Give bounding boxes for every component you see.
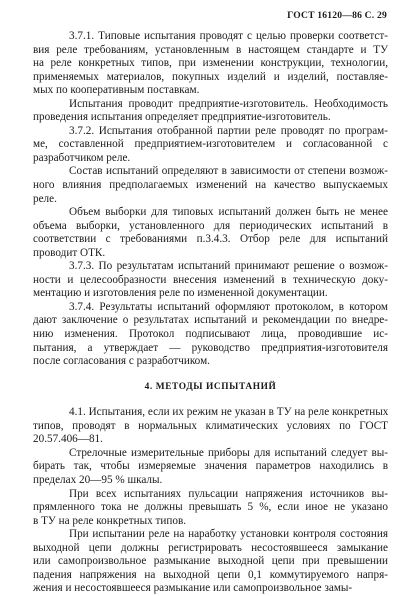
text-line: жения и несостоявшееся размыкание или самопроизвольное замы- [33, 582, 353, 595]
text-line: объема выборки, установленного для периодических испытаний в [33, 219, 388, 232]
text-line: разработчиком реле. [33, 151, 131, 164]
text-line: ного влияния предполагаемых изменений на качество выпускаемых [33, 179, 388, 192]
text-line: 3.7.3. По результатам испытаний принимают решение о возмож- [69, 260, 388, 273]
paragraph-p-sostav [33, 165, 388, 206]
text-line: пределах 20—95 % шкалы. [33, 473, 163, 486]
text-line: проводит ОТК. [33, 246, 106, 259]
page-header: ГОСТ 16120—86 С. 29 [287, 10, 387, 21]
text-line: соответствии с требованиями п.3.4.3. Отбор реле для испытаний [33, 233, 388, 246]
text-line: прямленного тока не должны превышать 5 %, если иное не указано [33, 501, 388, 514]
text-line: ности и целесообразности внесения изменений в техническую доку- [33, 273, 388, 286]
text-line: дают заключение о результатах испытаний и рекомендации по внедре- [33, 314, 388, 327]
text-line: 3.7.1. Типовые испытания проводят с целью проверки соответст- [69, 30, 388, 42]
text-line: нию изменения. Протокол подписывают лица, проводившие ис- [33, 328, 388, 341]
paragraph-p-pulsacii [33, 488, 388, 529]
paragraph-p-strelochnye [33, 447, 388, 488]
text-line: Стрелочные измерительные приборы для испытаний следует вы- [69, 446, 388, 459]
paragraph-p-3-7-1 [33, 30, 388, 98]
paragraph-p-3-7-4 [33, 301, 388, 369]
text-line: типов, проводят в нормальных климатических условиях по ГОСТ [33, 419, 388, 432]
paragraph-p-narabotka [33, 528, 388, 596]
text-line: реле. [33, 192, 57, 205]
text-line: проведения испытания определяет предприятие-изготовитель. [33, 111, 331, 124]
paragraph-p-ispytaniya-provodit [33, 98, 388, 125]
text-line: Объем выборки для типовых испытаний должен быть не менее [69, 206, 388, 219]
text-line: При всех испытаниях пульсации напряжения источников вы- [69, 487, 388, 500]
text-line: выходной цепи должны регистрировать несостоявшееся замыкание [33, 541, 388, 554]
text-line: падения напряжения на выходной цепи 0,1 коммутируемого напря- [33, 568, 388, 581]
text-line: бирать так, чтобы измеряемые значения параметров находились в [33, 460, 388, 473]
text-line: ментацию и изготовления реле по измененной документации. [33, 287, 328, 300]
text-line: При испытании реле на наработку установки контроля состояния [69, 528, 388, 541]
text-line: ме, составленной предприятием-изготовителем и согласованной с [33, 138, 388, 151]
document-body [33, 30, 388, 596]
section-3-7-text [33, 30, 388, 369]
text-line: Состав испытаний определяют в зависимости от степени возмож- [69, 165, 388, 178]
section-heading: 4. МЕТОДЫ ИСПЫТАНИЙ [144, 381, 277, 392]
text-line: в ТУ на реле конкретных типов. [33, 514, 187, 527]
text-line: 20.57.406—81. [33, 433, 103, 446]
section-4-text [33, 406, 388, 596]
paragraph-p-obem [33, 206, 388, 260]
text-line: после согласования с разработчиком. [33, 355, 210, 368]
text-line: Испытания проводит предприятие-изготовитель. Необходимость [69, 97, 388, 110]
text-line: или самопроизвольное размыкание выходной цепи при превышении [33, 555, 388, 568]
text-line: 4.1. Испытания, если их режим не указан в ТУ на реле конкретных [69, 406, 389, 419]
text-line: 3.7.2. Испытания отобранной партии реле проводят по програм- [69, 124, 388, 137]
text-line: пытания, а утверждает — руководство предприятия-изготовителя [33, 341, 388, 354]
text-line: 3.7.4. Результаты испытаний оформляют протоколом, в котором [69, 300, 388, 313]
text-line: применяемых материалов, покупных изделий и изделий, поставляе- [33, 70, 388, 83]
paragraph-p-3-7-2 [33, 125, 388, 166]
paragraph-p-4-1 [33, 406, 388, 447]
text-line: на реле конкретных типов, при изменении конструкции, технологии, [33, 57, 388, 70]
text-line: вия реле требованиям, установленным в настоящем стандарте и ТУ [33, 43, 388, 56]
paragraph-p-3-7-3 [33, 260, 388, 301]
text-line: мых по кооперативным поставкам. [33, 84, 200, 97]
